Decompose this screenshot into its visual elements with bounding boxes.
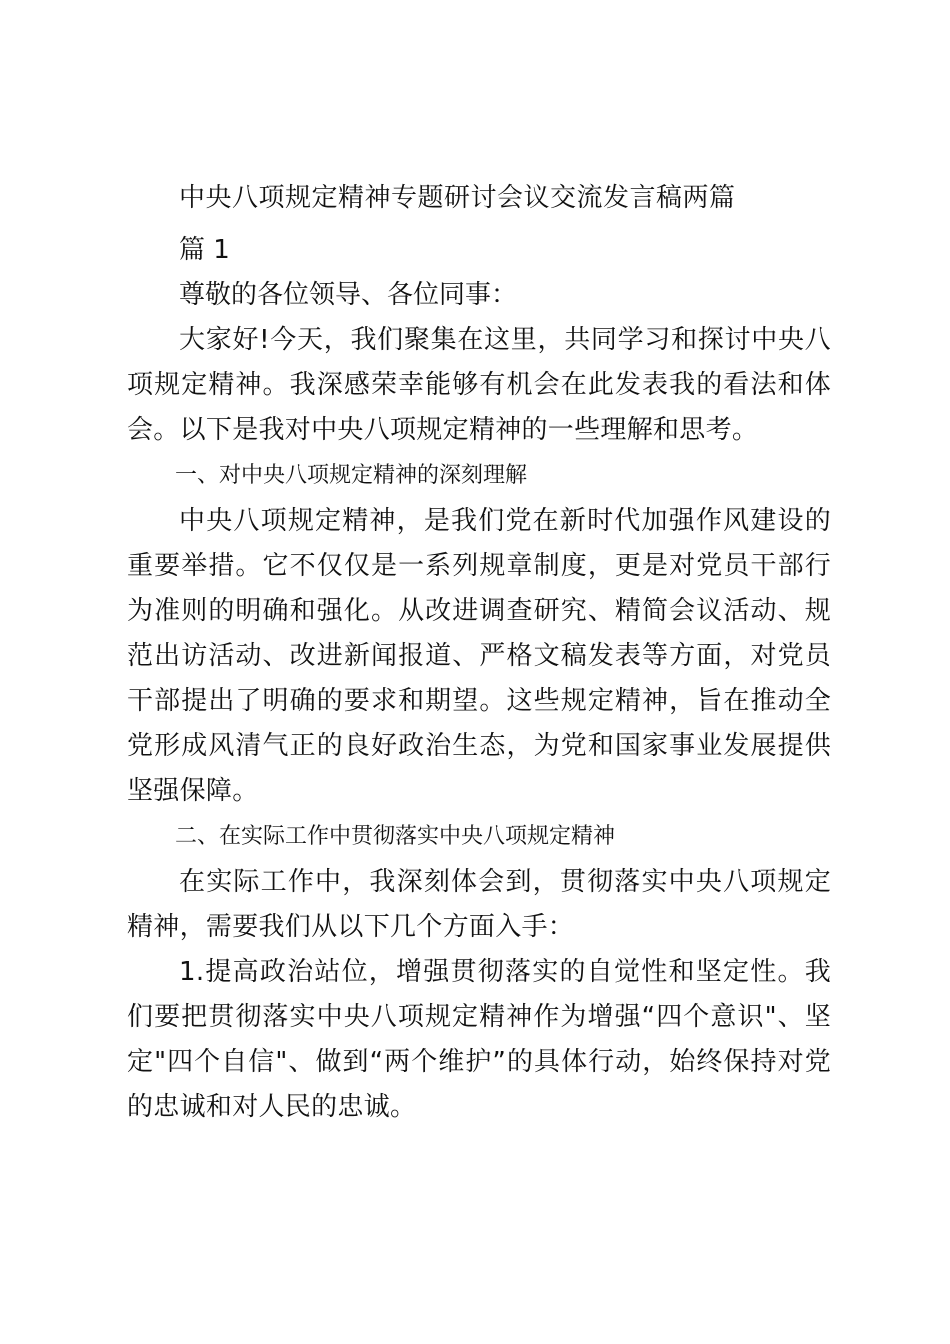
section-2-paragraph: 在实际工作中，我深刻体会到，贯彻落实中央八项规定精神，需要我们从以下几个方面入手：	[127, 867, 831, 942]
section-1-heading: 一、对中央八项规定精神的深刻理解	[175, 463, 528, 488]
intro-paragraph: 大家好!今天，我们聚集在这里，共同学习和探讨中央八项规定精神。我深感荣幸能够有机会在此发表我的看法和体会。以下是我对中央八项规定精神的一些理解和思考。	[127, 325, 831, 445]
point-1-paragraph: 1.提高政治站位，增强贯彻落实的自觉性和坚定性。我们要把贯彻落实中央八项规定精神作为增强“四个意识"、坚定"四个自信"、做到“两个维护”的具体行动，始终保持对党的忠诚和对人民的忠诚。	[127, 957, 831, 1122]
document-title: 中央八项规定精神专题研讨会议交流发言稿两篇	[179, 183, 736, 213]
salutation: 尊敬的各位领导、各位同事：	[179, 280, 518, 310]
part-label: 篇 1	[179, 235, 230, 265]
section-2-heading: 二、在实际工作中贯彻落实中央八项规定精神	[175, 824, 616, 849]
document-body	[127, 168, 831, 1130]
section-1-paragraph: 中央八项规定精神，是我们党在新时代加强作风建设的重要举措。它不仅仅是一系列规章制度，更是对党员干部行为准则的明确和强化。从改进调查研究、精简会议活动、规范出访活动、改进新闻报道、严格文稿发表等方面，对党员干部提出了明确的要求和期望。这些规定精神，旨在推动全党形成风清气正的良好政治生态，为党和国家事业发展提供坚强保障。	[127, 506, 831, 806]
